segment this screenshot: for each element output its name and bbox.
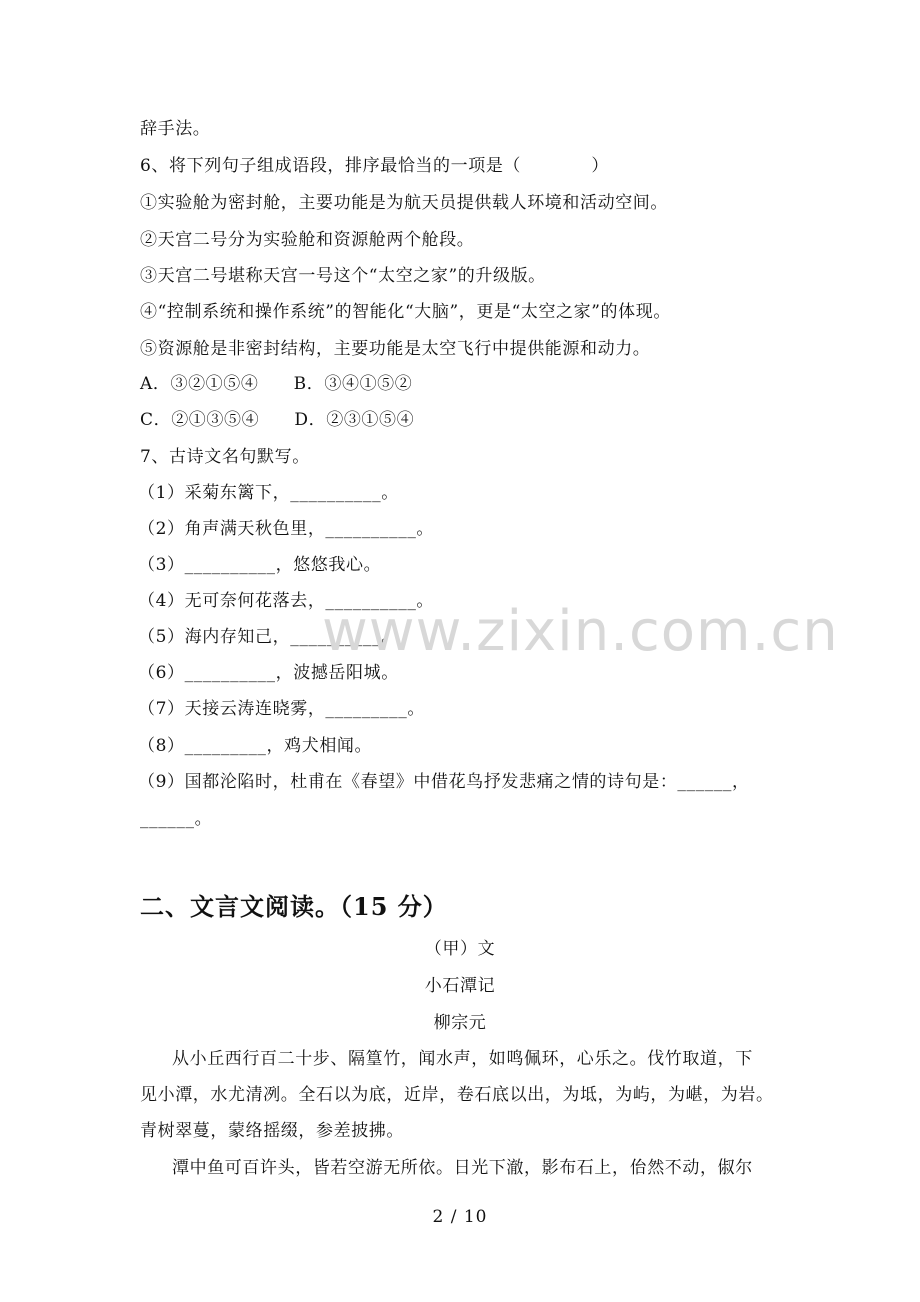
q6-options-ab: A．③②①⑤④ B．③④①⑤②: [140, 374, 413, 394]
q6-sentence-5: ⑤资源舱是非密封结构，主要功能是太空飞行中提供能源和动力。: [140, 339, 651, 359]
para1-line2: 见小潭，水尤清冽。全石以为底，近岸，卷石底以出，为坻，为屿，为嵁，为岩。: [140, 1085, 774, 1105]
q6-sentence-4: ④“控制系统和操作系统”的智能化“大脑”，更是“太空之家”的体现。: [140, 302, 671, 322]
q6-stem: 6、将下列句子组成语段，排序最恰当的一项是（ ）: [140, 156, 610, 176]
page-number: 2 / 10: [432, 1207, 488, 1227]
q7-item-6: （6）__________，波撼岳阳城。: [138, 663, 399, 683]
q7-item-9-continuation: ______。: [140, 809, 213, 829]
q6-sentence-2: ②天宫二号分为实验舱和资源舱两个舱段。: [140, 230, 475, 250]
q6-sentence-1: ①实验舱为密封舱，主要功能是为航天员提供载人环境和活动空间。: [140, 193, 668, 213]
section-heading: 二、文言文阅读。（15 分）: [140, 892, 448, 921]
q7-item-3: （3）__________，悠悠我心。: [138, 555, 382, 575]
q7-stem: 7、古诗文名句默写。: [140, 447, 310, 467]
part-label: （甲）文: [424, 939, 496, 959]
q7-item-7: （7）天接云涛连晓雾，_________。: [138, 699, 425, 719]
essay-title: 小石潭记: [424, 976, 496, 996]
q6-sentence-3: ③天宫二号堪称天宫一号这个“太空之家”的升级版。: [140, 266, 546, 286]
q5-tail-text: 辞手法。: [140, 119, 211, 139]
watermark-text: www.zixin.com.cn: [322, 599, 839, 664]
q7-item-5: （5）海内存知己，__________。: [138, 627, 399, 647]
essay-author: 柳宗元: [433, 1013, 487, 1033]
q7-item-2: （2）角声满天秋色里，__________。: [138, 519, 435, 539]
q7-item-1: （1）采菊东篱下，__________。: [138, 483, 399, 503]
q7-item-9: （9）国都沦陷时，杜甫在《春望》中借花鸟抒发悲痛之情的诗句是：______，: [138, 772, 750, 792]
q7-item-8: （8）_________，鸡犬相闻。: [138, 736, 373, 756]
para2-line1: 潭中鱼可百许头，皆若空游无所依。日光下澈，影布石上，佁然不动，俶尔: [172, 1158, 753, 1178]
q7-item-4: （4）无可奈何花落去，__________。: [138, 591, 435, 611]
q6-options-cd: C．②①③⑤④ D．②③①⑤④: [140, 410, 415, 430]
para1-line3: 青树翠蔓，蒙络摇缀，参差披拂。: [140, 1121, 404, 1141]
para1-line1: 从小丘西行百二十步、隔篁竹，闻水声，如鸣佩环，心乐之。伐竹取道，下: [172, 1049, 753, 1069]
